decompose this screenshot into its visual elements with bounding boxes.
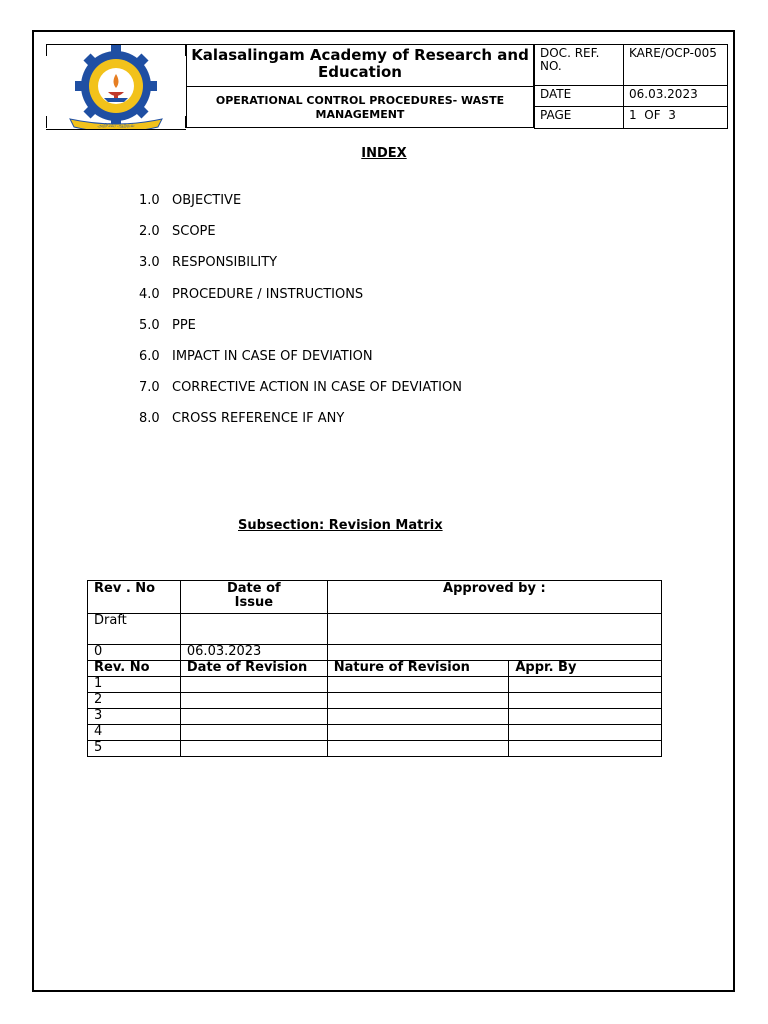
appr-cell [509, 677, 662, 693]
index-item-label: RESPONSIBILITY [172, 255, 278, 271]
doc-ref-value: KARE/OCP-005 [624, 45, 728, 86]
index-list [139, 192, 462, 442]
index-item [139, 192, 462, 223]
index-item-label: SCOPE [172, 224, 216, 240]
nature-cell [327, 741, 509, 757]
index-item-label: IMPACT IN CASE OF DEVIATION [172, 348, 373, 364]
date-cell: 06.03.2023 [180, 645, 327, 661]
appr-by-header: Appr. By [509, 661, 662, 677]
rev-no-header: Rev. No [88, 661, 181, 677]
index-item [139, 379, 462, 410]
table-row [88, 741, 662, 757]
index-item-number: 6.0 [139, 348, 160, 364]
page-label: PAGE [535, 107, 624, 129]
rev-no-cell: 4 [88, 725, 181, 741]
index-item [139, 223, 462, 254]
date-cell [180, 614, 327, 645]
title-cell [186, 44, 534, 128]
index-item-number: 3.0 [139, 255, 160, 271]
doc-ref-label: DOC. REF. NO. [535, 45, 624, 86]
rev-no-cell: 0 [88, 645, 181, 661]
index-item-label: PPE [172, 317, 196, 333]
index-title: INDEX [361, 146, 407, 161]
index-item [139, 286, 462, 317]
date-cell [180, 677, 327, 693]
revision-header-row [88, 581, 662, 614]
rev-no-cell: 2 [88, 693, 181, 709]
date-label: DATE [535, 86, 624, 107]
index-item [139, 317, 462, 348]
appr-cell [509, 693, 662, 709]
meta-row-date [535, 86, 728, 107]
rev-no-cell: 1 [88, 677, 181, 693]
document-meta-table [534, 44, 728, 129]
date-cell [180, 741, 327, 757]
nature-of-revision-header: Nature of Revision [327, 661, 509, 677]
date-cell [180, 725, 327, 741]
index-item-number: 8.0 [139, 411, 160, 427]
page-value: 1 OF 3 [624, 107, 728, 129]
index-item-number: 7.0 [139, 380, 160, 396]
index-item [139, 410, 462, 441]
index-item-label: CROSS REFERENCE IF ANY [172, 411, 345, 427]
nature-cell [327, 725, 509, 741]
meta-row-page [535, 107, 728, 129]
index-item-label: OBJECTIVE [172, 193, 242, 208]
rev-no-cell: Draft [88, 614, 181, 645]
revision-subheader-row [88, 661, 662, 677]
svg-text:அறிவே ஆற்றல்: அறிவே ஆற்றல் [97, 123, 135, 129]
approved-cell [327, 645, 661, 661]
appr-cell [509, 741, 662, 757]
index-item-number: 4.0 [139, 286, 160, 302]
appr-cell [509, 725, 662, 741]
nature-cell [327, 677, 509, 693]
institution-logo [46, 45, 186, 129]
nature-cell [327, 693, 509, 709]
frame-tick [46, 116, 47, 128]
rev-no-header: Rev . No [88, 581, 181, 614]
table-row [88, 677, 662, 693]
logo-cell [46, 44, 186, 130]
table-row [88, 709, 662, 725]
meta-row-docref [535, 45, 728, 86]
approved-cell [327, 614, 661, 645]
date-value: 06.03.2023 [624, 86, 728, 107]
rev-no-cell: 5 [88, 741, 181, 757]
index-item [139, 254, 462, 285]
date-cell [180, 693, 327, 709]
index-item-label: PROCEDURE / INSTRUCTIONS [172, 286, 364, 302]
institution-name: Kalasalingam Academy of Research and Education [187, 45, 533, 87]
appr-cell [509, 709, 662, 725]
approved-by-header: Approved by : [327, 581, 661, 614]
table-row [88, 693, 662, 709]
nature-cell [327, 709, 509, 725]
date-of-issue-header: Date of Issue [180, 581, 327, 614]
revision-matrix-title: Subsection: Revision Matrix [238, 518, 443, 533]
index-item-number: 1.0 [139, 193, 160, 208]
date-of-revision-header: Date of Revision [180, 661, 327, 677]
rev-no-cell: 3 [88, 709, 181, 725]
page-frame [32, 30, 735, 992]
index-item-number: 2.0 [139, 224, 160, 240]
table-row [88, 725, 662, 741]
index-item-label: CORRECTIVE ACTION IN CASE OF DEVIATION [172, 380, 462, 396]
revision-matrix-table [87, 580, 662, 757]
procedure-title: OPERATIONAL CONTROL PROCEDURES- WASTE MANAGEMENT [215, 94, 505, 121]
index-item [139, 348, 462, 379]
date-cell [180, 709, 327, 725]
index-item-number: 5.0 [139, 317, 160, 333]
table-row [88, 645, 662, 661]
table-row [88, 614, 662, 645]
document-header [46, 44, 728, 128]
